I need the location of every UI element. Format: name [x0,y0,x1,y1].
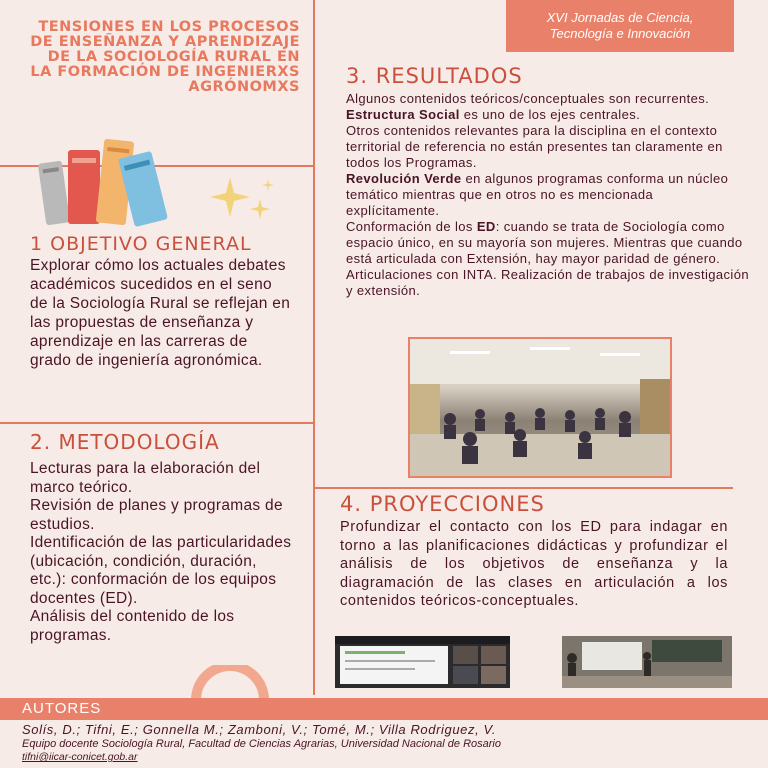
right-divider-mid [313,487,733,489]
metodologia-item: Revisión de planes y programas de estudios. [30,497,283,533]
lecture-graphic [562,636,732,688]
autores-heading: AUTORES [0,698,768,720]
objetivo-heading: 1 OBJETIVO GENERAL [30,233,252,255]
resultados-p3 [346,171,750,219]
metodologia-item: Análisis del contenido de los programas. [30,608,235,644]
resultados-p3-bold: Revolución Verde [346,171,462,186]
resultados-p1 [346,91,750,123]
resultados-p2: Otros contenidos relevantes para la disciplina en el contexto territorial de referencia no están presentes tan claramente en todos los Programas. [346,123,723,170]
event-badge [506,0,734,52]
objetivo-text: Explorar cómo los actuales debates académicos sucedidos en el seno de la Sociología Rural se reflejan en las propuestas de enseñanza y aprendizaje en las carreras de grado de ingeniería agronómica. [30,257,291,369]
metodologia-item: Identificación de las particularidades (ubicación, condición, duración, etc.): conformación de los equipos docentes (ED). [30,534,292,607]
proyecciones-heading: 4. PROYECCIONES [340,492,545,516]
left-divider-mid [0,422,313,424]
resultados-heading: 3. RESULTADOS [346,64,523,88]
books-illustration [38,128,188,228]
sparkle-icon [210,175,280,225]
metodologia-heading: 2. METODOLOGÍA [30,430,220,454]
video-call-screenshot [335,636,510,688]
video-call-graphic [335,636,510,688]
proyecciones-text: Profundizar el contacto con los ED para indagar en torno a las planificaciones didácticas y profundizar el análisis de los objetivos de enseñanza y la diagramación de las clases en articulación a los contenidos teóricos-conceptuales. [340,519,728,609]
resultados-p4-bold: ED [476,219,496,234]
event-line-1: XVI Jornadas de Ciencia, [546,10,694,25]
lecture-screenshot [562,636,732,688]
classroom-photo-graphic [410,339,672,478]
book-red-icon [68,150,100,224]
resultados-p4 [346,219,750,267]
metodologia-item: Lecturas para la elaboración del marco teórico. [30,460,261,496]
resultados-p4-tail: : cuando se trata de Sociología como espacio único, en su mayoría son mujeres. Mientras que cuando está articulada con Extensión, hay mayor paridad de género. [346,219,743,266]
book-gray-icon [38,161,70,226]
resultados-text [346,91,750,299]
resultados-p4-text: Conformación de los [346,219,477,234]
column-divider [313,0,315,695]
autores-affiliation: Equipo docente Sociología Rural, Facultad de Ciencias Agrarias, Universidad Nacional de Rosario [22,738,501,750]
classroom-photo [408,337,672,478]
decorative-arc [190,665,270,700]
poster-title: TENSIONES EN LOS PROCESOS DE ENSEÑANZA Y APRENDIZAJE DE LA SOCIOLOGÍA RURAL EN LA FORMACIÓN DE INGENIERXS AGRÓNOMXS [30,19,300,95]
metodologia-list [30,460,292,645]
event-line-2: Tecnología e Innovación [549,26,691,41]
resultados-p1-bold: Estructura Social [346,107,460,122]
resultados-p3-text: en algunos programas conforma un núcleo temático mientras que en otros no es mencionada explícitamente. [346,171,729,218]
autores-email[interactable]: tifni@iicar-conicet.gob.ar [22,751,138,763]
resultados-p1-tail: es uno de los ejes centrales. [459,107,641,122]
resultados-p1-text: Algunos contenidos teóricos/conceptuales son recurrentes. [346,91,710,106]
resultados-p5: Articulaciones con INTA. Realización de trabajos de investigación y extensión. [346,267,749,298]
autores-names: Solís, D.; Tifni, E.; Gonnella M.; Zamboni, V.; Tomé, M.; Villa Rodriguez, V. [22,722,497,737]
